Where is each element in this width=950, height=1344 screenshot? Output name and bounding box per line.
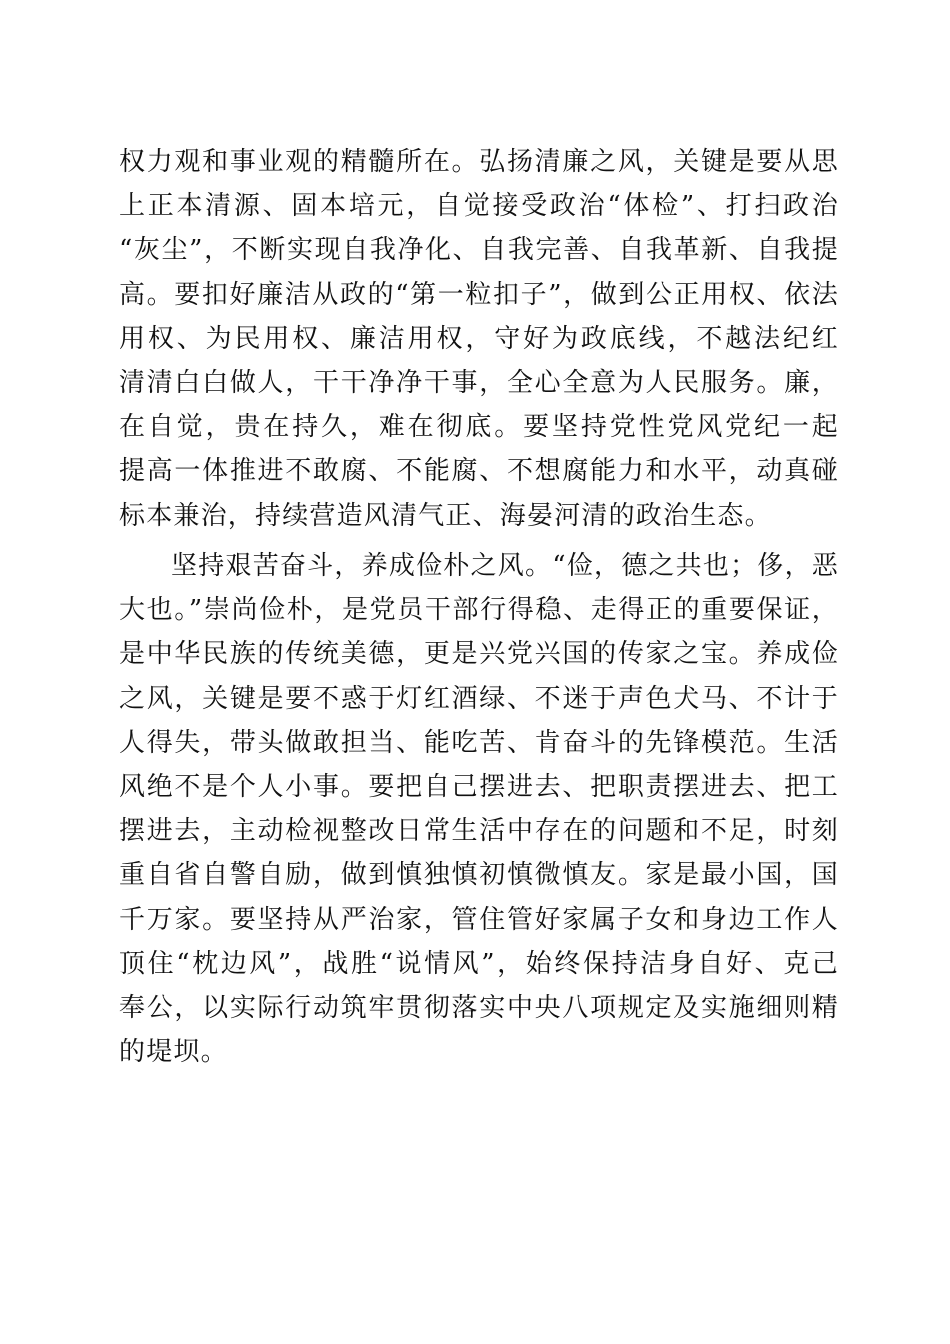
- paragraph-line: 重自省自警自励，做到慎独慎初慎微慎友。家是最小国，国: [119, 860, 839, 891]
- paragraph-line: 千万家。要坚持从严治家，管住管好家属子女和身边工作人: [119, 904, 839, 935]
- paragraph-line: 高。要扣好廉洁从政的“第一粒扣子”，做到公正用权、依法: [119, 279, 839, 310]
- paragraph-1: [119, 140, 839, 538]
- paragraph-line: 提高一体推进不敢腐、不能腐、不想腐能力和水平，动真碰: [119, 456, 839, 487]
- paragraph-line: 是中华民族的传统美德，更是兴党兴国的传家之宝。养成俭: [119, 639, 839, 670]
- paragraph-line: 风绝不是个人小事。要把自己摆进去、把职责摆进去、把工: [119, 771, 839, 802]
- paragraph-line: 摆进去，主动检视整改日常生活中存在的问题和不足，时刻: [119, 816, 839, 847]
- paragraph-line: 的堤坝。: [119, 1037, 228, 1068]
- paragraph-line: 顶住“枕边风”，战胜“说情风”，始终保持洁身自好、克己: [119, 948, 839, 979]
- paragraph-line: 用权、为民用权、廉洁用权，守好为政底线，不越法纪红: [119, 323, 839, 354]
- paragraph-line: 之风，关键是要不惑于灯红酒绿、不迷于声色犬马、不计于: [119, 683, 839, 714]
- paragraph-line: 权力观和事业观的精髓所在。弘扬清廉之风，关键是要从思: [119, 147, 839, 177]
- paragraph-line: 清清白白做人，干干净净干事，全心全意为人民服务。廉，: [119, 367, 839, 398]
- paragraph-line: 在自觉，贵在持久，难在彻底。要坚持党性党风党纪一起: [119, 412, 839, 443]
- paragraph-line: 坚持艰苦奋斗，养成俭朴之风。“俭，德之共也；侈，恶: [171, 551, 839, 581]
- paragraph-line: 上正本清源、固本培元，自觉接受政治“体检”、打扫政治: [119, 191, 839, 222]
- paragraph-line: 人得失，带头做敢担当、能吃苦、肯奋斗的先锋模范。生活: [119, 727, 839, 758]
- paragraph-line: 大也。”崇尚俭朴，是党员干部行得稳、走得正的重要保证，: [119, 595, 839, 626]
- paragraph-2: [119, 544, 839, 1074]
- paragraph-line: 奉公，以实际行动筑牢贯彻落实中央八项规定及实施细则精: [119, 992, 839, 1023]
- paragraph-line: 标本兼治，持续营造风清气正、海晏河清的政治生态。: [119, 500, 772, 531]
- paragraph-line: “灰尘”，不断实现自我净化、自我完善、自我革新、自我提: [119, 235, 839, 266]
